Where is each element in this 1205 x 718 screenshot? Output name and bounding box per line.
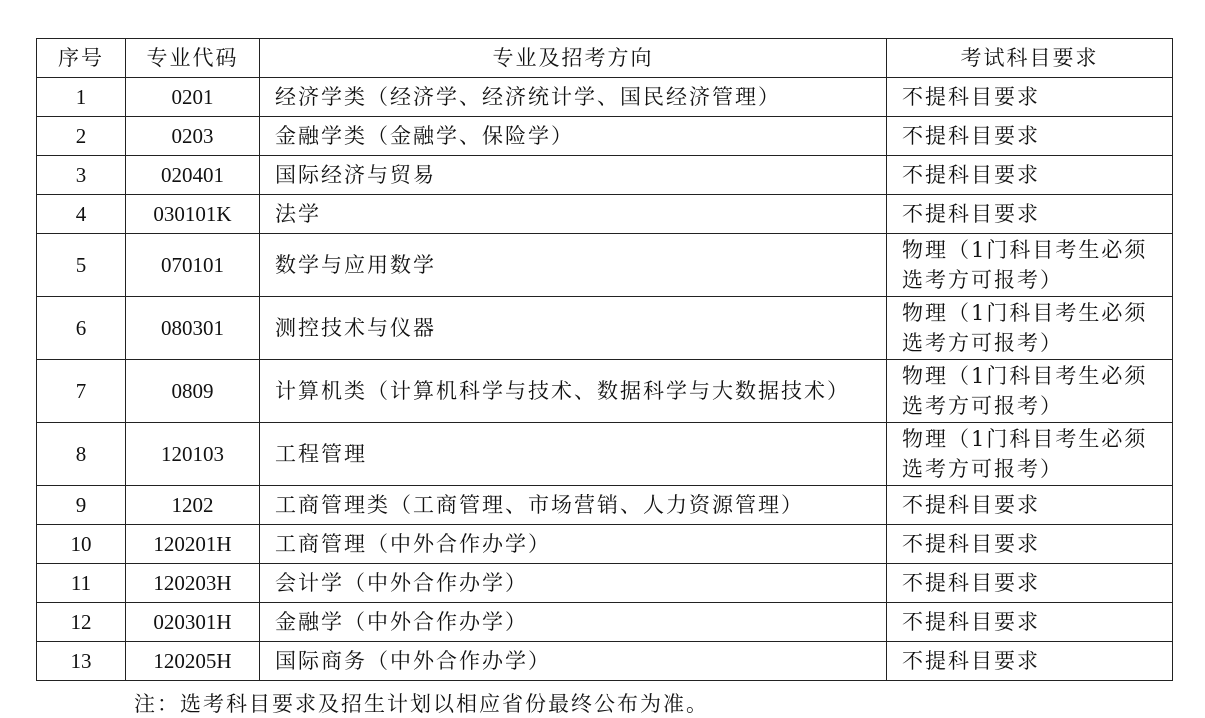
cell-serial-number: 4 — [37, 195, 126, 234]
table-row — [37, 603, 1173, 642]
cell-major-name: 国际商务（中外合作办学） — [260, 642, 887, 681]
table-row — [37, 234, 1173, 297]
cell-serial-number: 8 — [37, 423, 126, 486]
cell-serial-number: 13 — [37, 642, 126, 681]
cell-major-name: 工商管理（中外合作办学） — [260, 525, 887, 564]
header-major-code: 专业代码 — [126, 39, 260, 78]
cell-subject-requirement: 不提科目要求 — [887, 564, 1173, 603]
table-row — [37, 486, 1173, 525]
cell-major-code: 0809 — [126, 360, 260, 423]
cell-subject-requirement: 物理（1门科目考生必须选考方可报考） — [887, 423, 1173, 486]
cell-major-code: 080301 — [126, 297, 260, 360]
cell-serial-number: 7 — [37, 360, 126, 423]
cell-subject-requirement: 不提科目要求 — [887, 195, 1173, 234]
cell-major-name: 数学与应用数学 — [260, 234, 887, 297]
cell-major-name: 法学 — [260, 195, 887, 234]
table-row — [37, 195, 1173, 234]
cell-major-code: 020301H — [126, 603, 260, 642]
cell-serial-number: 12 — [37, 603, 126, 642]
cell-major-code: 0201 — [126, 78, 260, 117]
cell-major-name: 金融学（中外合作办学） — [260, 603, 887, 642]
cell-subject-requirement: 物理（1门科目考生必须选考方可报考） — [887, 297, 1173, 360]
cell-serial-number: 6 — [37, 297, 126, 360]
admission-requirements-table — [36, 38, 1173, 681]
cell-serial-number: 11 — [37, 564, 126, 603]
table-row — [37, 297, 1173, 360]
cell-subject-requirement: 不提科目要求 — [887, 78, 1173, 117]
cell-major-code: 120205H — [126, 642, 260, 681]
header-major-direction: 专业及招考方向 — [260, 39, 887, 78]
table-header-row — [37, 39, 1173, 78]
cell-major-code: 030101K — [126, 195, 260, 234]
cell-serial-number: 5 — [37, 234, 126, 297]
cell-subject-requirement: 不提科目要求 — [887, 486, 1173, 525]
cell-subject-requirement: 不提科目要求 — [887, 603, 1173, 642]
table-row — [37, 117, 1173, 156]
table-row — [37, 525, 1173, 564]
cell-major-name: 会计学（中外合作办学） — [260, 564, 887, 603]
cell-subject-requirement: 不提科目要求 — [887, 525, 1173, 564]
cell-major-code: 070101 — [126, 234, 260, 297]
cell-subject-requirement: 不提科目要求 — [887, 117, 1173, 156]
admission-table-container — [36, 38, 1172, 681]
table-row — [37, 360, 1173, 423]
cell-major-name: 经济学类（经济学、经济统计学、国民经济管理） — [260, 78, 887, 117]
cell-major-name: 工商管理类（工商管理、市场营销、人力资源管理） — [260, 486, 887, 525]
header-subject-requirement: 考试科目要求 — [887, 39, 1173, 78]
cell-serial-number: 9 — [37, 486, 126, 525]
cell-major-name: 计算机类（计算机科学与技术、数据科学与大数据技术） — [260, 360, 887, 423]
cell-serial-number: 2 — [37, 117, 126, 156]
cell-subject-requirement: 物理（1门科目考生必须选考方可报考） — [887, 234, 1173, 297]
table-row — [37, 564, 1173, 603]
cell-major-name: 工程管理 — [260, 423, 887, 486]
cell-major-code: 1202 — [126, 486, 260, 525]
cell-subject-requirement: 不提科目要求 — [887, 156, 1173, 195]
cell-major-name: 金融学类（金融学、保险学） — [260, 117, 887, 156]
footnote: 注：选考科目要求及招生计划以相应省份最终公布为准。 — [134, 692, 709, 716]
cell-subject-requirement: 不提科目要求 — [887, 642, 1173, 681]
cell-major-name: 测控技术与仪器 — [260, 297, 887, 360]
table-row — [37, 423, 1173, 486]
table-row — [37, 642, 1173, 681]
cell-serial-number: 3 — [37, 156, 126, 195]
cell-major-code: 120201H — [126, 525, 260, 564]
header-serial-number: 序号 — [37, 39, 126, 78]
cell-serial-number: 10 — [37, 525, 126, 564]
cell-subject-requirement: 物理（1门科目考生必须选考方可报考） — [887, 360, 1173, 423]
cell-major-code: 0203 — [126, 117, 260, 156]
table-row — [37, 156, 1173, 195]
cell-major-code: 120103 — [126, 423, 260, 486]
table-row — [37, 78, 1173, 117]
cell-major-code: 020401 — [126, 156, 260, 195]
cell-major-code: 120203H — [126, 564, 260, 603]
cell-serial-number: 1 — [37, 78, 126, 117]
cell-major-name: 国际经济与贸易 — [260, 156, 887, 195]
